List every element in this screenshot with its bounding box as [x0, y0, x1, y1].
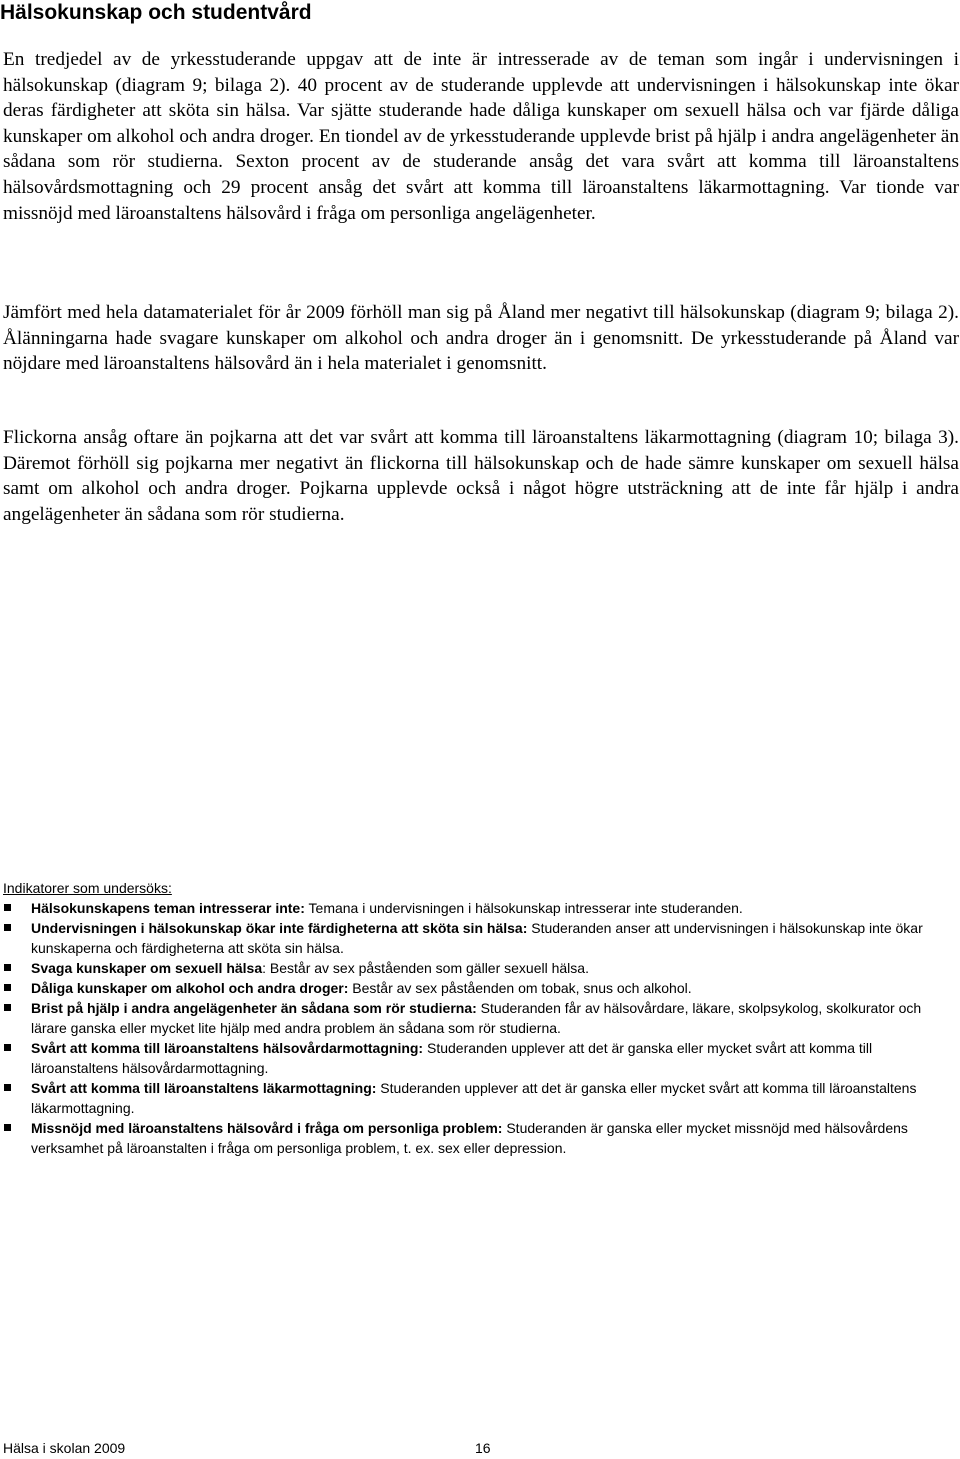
indicator-description: Studeranden upplever att det är ganska eller mycket svårt att komma till läroanstaltens hälsovårdarmottagning.: [31, 1040, 873, 1076]
square-bullet-icon: [4, 1044, 11, 1051]
indicator-item: [3, 898, 959, 918]
indicator-item: [3, 918, 959, 958]
indicators-section: [3, 878, 959, 1158]
square-bullet-icon: [4, 904, 11, 911]
square-bullet-icon: [4, 964, 11, 971]
indicator-term: Undervisningen i hälsokunskap ökar inte färdigheterna att sköta sin hälsa:: [31, 920, 528, 936]
indicator-term: Dåliga kunskaper om alkohol och andra droger:: [31, 980, 349, 996]
square-bullet-icon: [4, 1124, 11, 1131]
indicator-list: [3, 898, 959, 1158]
indicator-term: Svaga kunskaper om sexuell hälsa: [31, 960, 263, 976]
indicator-item: [3, 1078, 959, 1118]
indicator-term: Brist på hjälp i andra angelägenheter än sådana som rör studierna:: [31, 1000, 477, 1016]
indicator-term: Hälsokunskapens teman intresserar inte:: [31, 900, 305, 916]
indicator-description: Består av sex påståenden om tobak, snus och alkohol.: [348, 980, 692, 996]
indicator-description: Temana i undervisningen i hälsokunskap intresserar inte studeranden.: [304, 900, 743, 916]
indicator-item: [3, 978, 959, 998]
indicators-title: Indikatorer som undersöks:: [3, 880, 172, 896]
indicator-description: Studeranden anser att undervisningen i hälsokunskap inte ökar kunskaperna och färdigheterna att sköta sin hälsa.: [31, 920, 923, 956]
body-paragraph: Jämfört med hela datamaterialet för år 2009 förhöll man sig på Åland mer negativt till hälsokunskap (diagram 9; bilaga 2). Ålänningarna hade svagare kunskaper om alkohol och andra droger än i genomsnitt. De yrkesstuderande på Åland var nöjdare med läroanstaltens hälsovård än i hela materialet i genomsnitt.: [3, 302, 959, 375]
indicator-item: [3, 998, 959, 1038]
indicator-term: Svårt att komma till läroanstaltens hälsovårdarmottagning:: [31, 1040, 424, 1056]
indicator-description: Studeranden är ganska eller mycket missnöjd med hälsovårdens verksamhet på läroanstalten i fråga om personliga problem, t. ex. sex eller depression.: [31, 1120, 908, 1156]
square-bullet-icon: [4, 984, 11, 991]
indicator-item: [3, 1038, 959, 1078]
indicator-item: [3, 1118, 959, 1158]
square-bullet-icon: [4, 1084, 11, 1091]
square-bullet-icon: [4, 924, 11, 931]
body-paragraph: Flickorna ansåg oftare än pojkarna att det var svårt att komma till läroanstaltens läkarmottagning (diagram 10; bilaga 3). Däremot förhöll sig pojkarna mer negativt än flickorna till hälsokunskap och de hade sämre kunskaper om sexuell hälsa samt om alkohol och andra droger. Pojkarna upplevde också i något högre utsträckning att de inte får hjälp i andra angelägenheter än sådana som rör studierna.: [3, 427, 959, 525]
page-heading: Hälsokunskap och studentvård: [0, 1, 312, 24]
indicator-term: Svårt att komma till läroanstaltens läkarmottagning:: [31, 1080, 377, 1096]
body-paragraph: En tredjedel av de yrkesstuderande uppgav att de inte är intresserade av de teman som ingår i undervisningen i hälsokunskap (diagram 9; bilaga 2). 40 procent av de studerande upplevde att undervisningen i hälsokunskap inte ökar deras färdigheter att sköta sin hälsa. Var sjätte studerande hade dåliga kunskaper om sexuell hälsa och var fjärde dåliga kunskaper om alkohol och andra droger. En tiondel av de yrkesstuderande upplevde brist på hjälp i andra angelägenheter än sådana som rör studierna. Sexton procent av de studerande ansåg det vara svårt att komma till läroanstaltens hälsovårdsmottagning och 29 procent ansåg det svårt att komma till läroanstaltens läkarmottagning. Var tionde var missnöjd med läroanstaltens hälsovård i fråga om personliga angelägenheter.: [3, 49, 959, 224]
indicator-item: [3, 958, 959, 978]
square-bullet-icon: [4, 1004, 11, 1011]
footer-title: Hälsa i skolan 2009: [3, 1440, 126, 1456]
indicator-term: Missnöjd med läroanstaltens hälsovård i fråga om personliga problem:: [31, 1120, 503, 1136]
indicator-description: Studeranden upplever att det är ganska eller mycket svårt att komma till läroanstaltens läkarmottagning.: [31, 1080, 917, 1116]
indicator-description: Studeranden får av hälsovårdare, läkare, skolpsykolog, skolkurator och lärare ganska eller mycket lite hjälp med andra problem än sådana som rör studierna.: [31, 1000, 922, 1036]
page-number: 16: [475, 1440, 491, 1456]
indicator-description: : Består av sex påståenden som gäller sexuell hälsa.: [262, 960, 589, 976]
